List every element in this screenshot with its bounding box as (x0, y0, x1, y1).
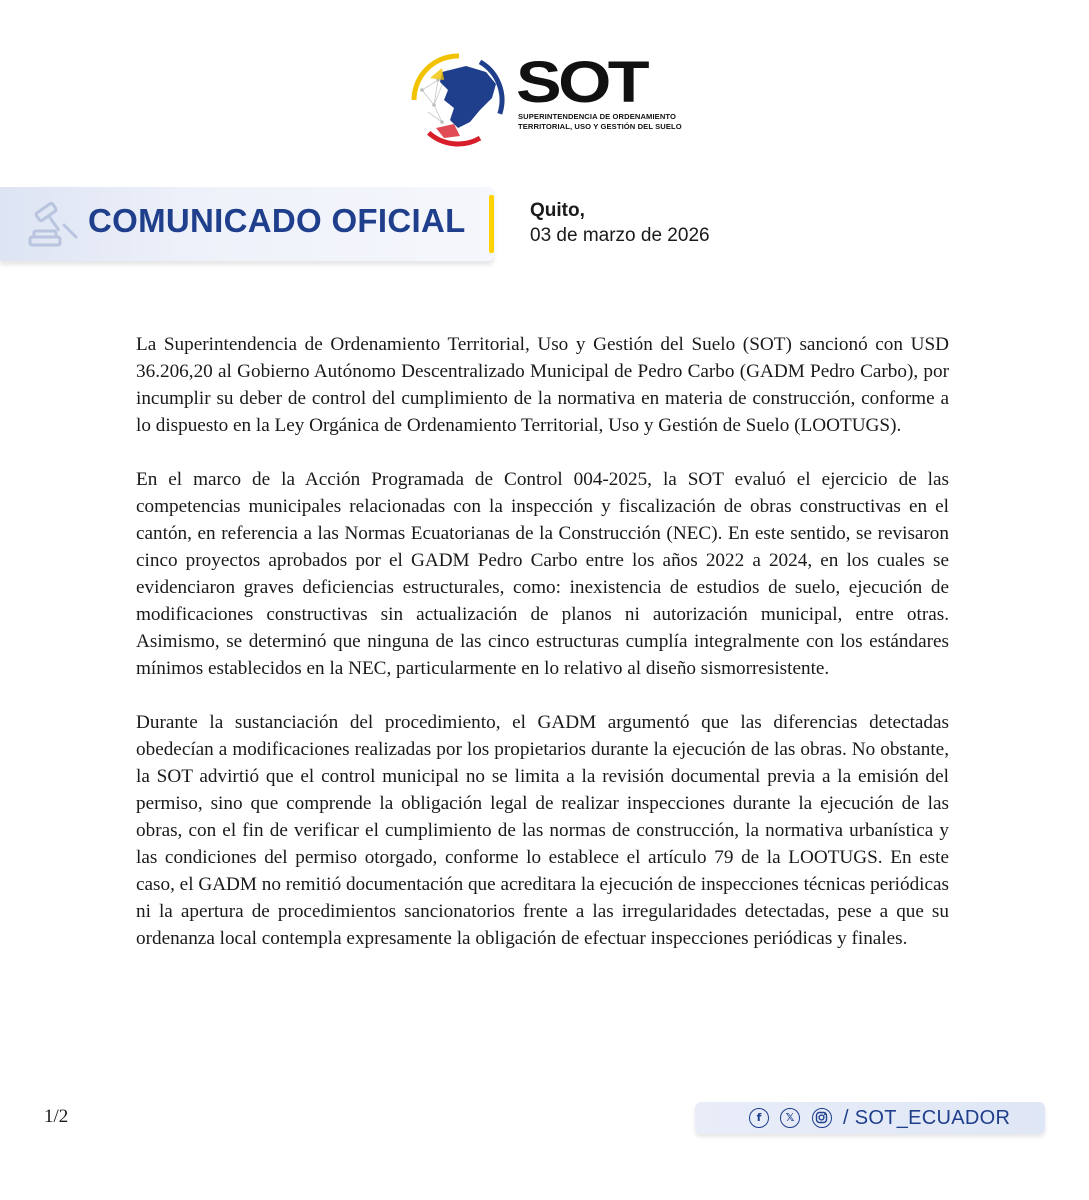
page-number: 1/2 (44, 1106, 69, 1127)
instagram-icon[interactable] (812, 1108, 832, 1128)
logo-subtitle-line2: TERRITORIAL, USO Y GESTIÓN DEL SUELO (518, 122, 682, 131)
logo-subtitle (518, 112, 688, 132)
gavel-icon (22, 197, 82, 251)
location-city: Quito, (530, 200, 585, 221)
x-icon[interactable]: 𝕏 (780, 1108, 800, 1128)
social-handle[interactable]: / SOT_ECUADOR (843, 1107, 1011, 1129)
statement-body (136, 331, 949, 979)
page-title: COMUNICADO OFICIAL (88, 202, 466, 239)
banner-accent-bar (489, 195, 494, 253)
paragraph-3: Durante la sustanciación del procedimiento, el GADM argumentó que las diferencias detectadas obedecían a modificaciones realizadas por los propietarios durante la ejecución de las obras. No obstante, la SOT advirtió que el control municipal no se limita a la revisión documental previa a la emisión del permiso, sino que comprende la obligación legal de realizar inspecciones durante la ejecución de las obras, con el fin de verificar el cumplimiento de las normas de construcción, la normativa urbanística y las condiciones del permiso otorgado, conforme lo establece el artículo 79 de la LOOTUGS. En este caso, el GADM no remitió documentación que acreditara la ejecución de inspecciones técnicas periódicas ni la apertura de procedimientos sancionatorios frente a las irregularidades detectadas, pese a que su ordenanza local contempla expresamente la obligación de efectuar inspecciones periódicas y finales. (136, 712, 950, 949)
logo-wordmark: SOT (516, 50, 647, 115)
social-media-bar (695, 1102, 1045, 1134)
facebook-icon[interactable]: f (749, 1108, 769, 1128)
sot-logo (408, 50, 688, 150)
ecuador-map-emblem-icon (408, 50, 508, 150)
logo-subtitle-line1: SUPERINTENDENCIA DE ORDENAMIENTO (518, 112, 677, 121)
paragraph-2: En el marco de la Acción Programada de Control 004-2025, la SOT evaluó el ejercicio de las competencias municipales relacionadas con la inspección y fiscalización de obras constructivas en el cantón, en referencia a las Normas Ecuatorianas de la Construcción (NEC). En este sentido, se revisaron cinco proyectos aprobados por el GADM Pedro Carbo entre los años 2022 a 2024, en los cuales se evidenciaron graves deficiencias estructurales, como: inexistencia de estudios de suelo, ejecución de modificaciones constructivas sin actualización de planos ni autorización municipal, entre otras. Asimismo, se determinó que ninguna de las cinco estructuras cumplía integralmente con los estándares mínimos establecidos en la NEC, particularmente en lo relativo al diseño sismorresistente. (136, 469, 949, 679)
publication-date: 03 de marzo de 2026 (530, 225, 710, 246)
paragraph-1: La Superintendencia de Ordenamiento Territorial, Uso y Gestión del Suelo (SOT) sancionó con USD 36.206,20 al Gobierno Autónomo Descentralizado Municipal de Pedro Carbo (GADM Pedro Carbo), por incumplir su deber de control del cumplimiento de la normativa en materia de construcción, conforme a lo dispuesto en la Ley Orgánica de Ordenamiento Territorial, Uso y Gestión de Suelo (LOOTUGS). (136, 334, 949, 436)
